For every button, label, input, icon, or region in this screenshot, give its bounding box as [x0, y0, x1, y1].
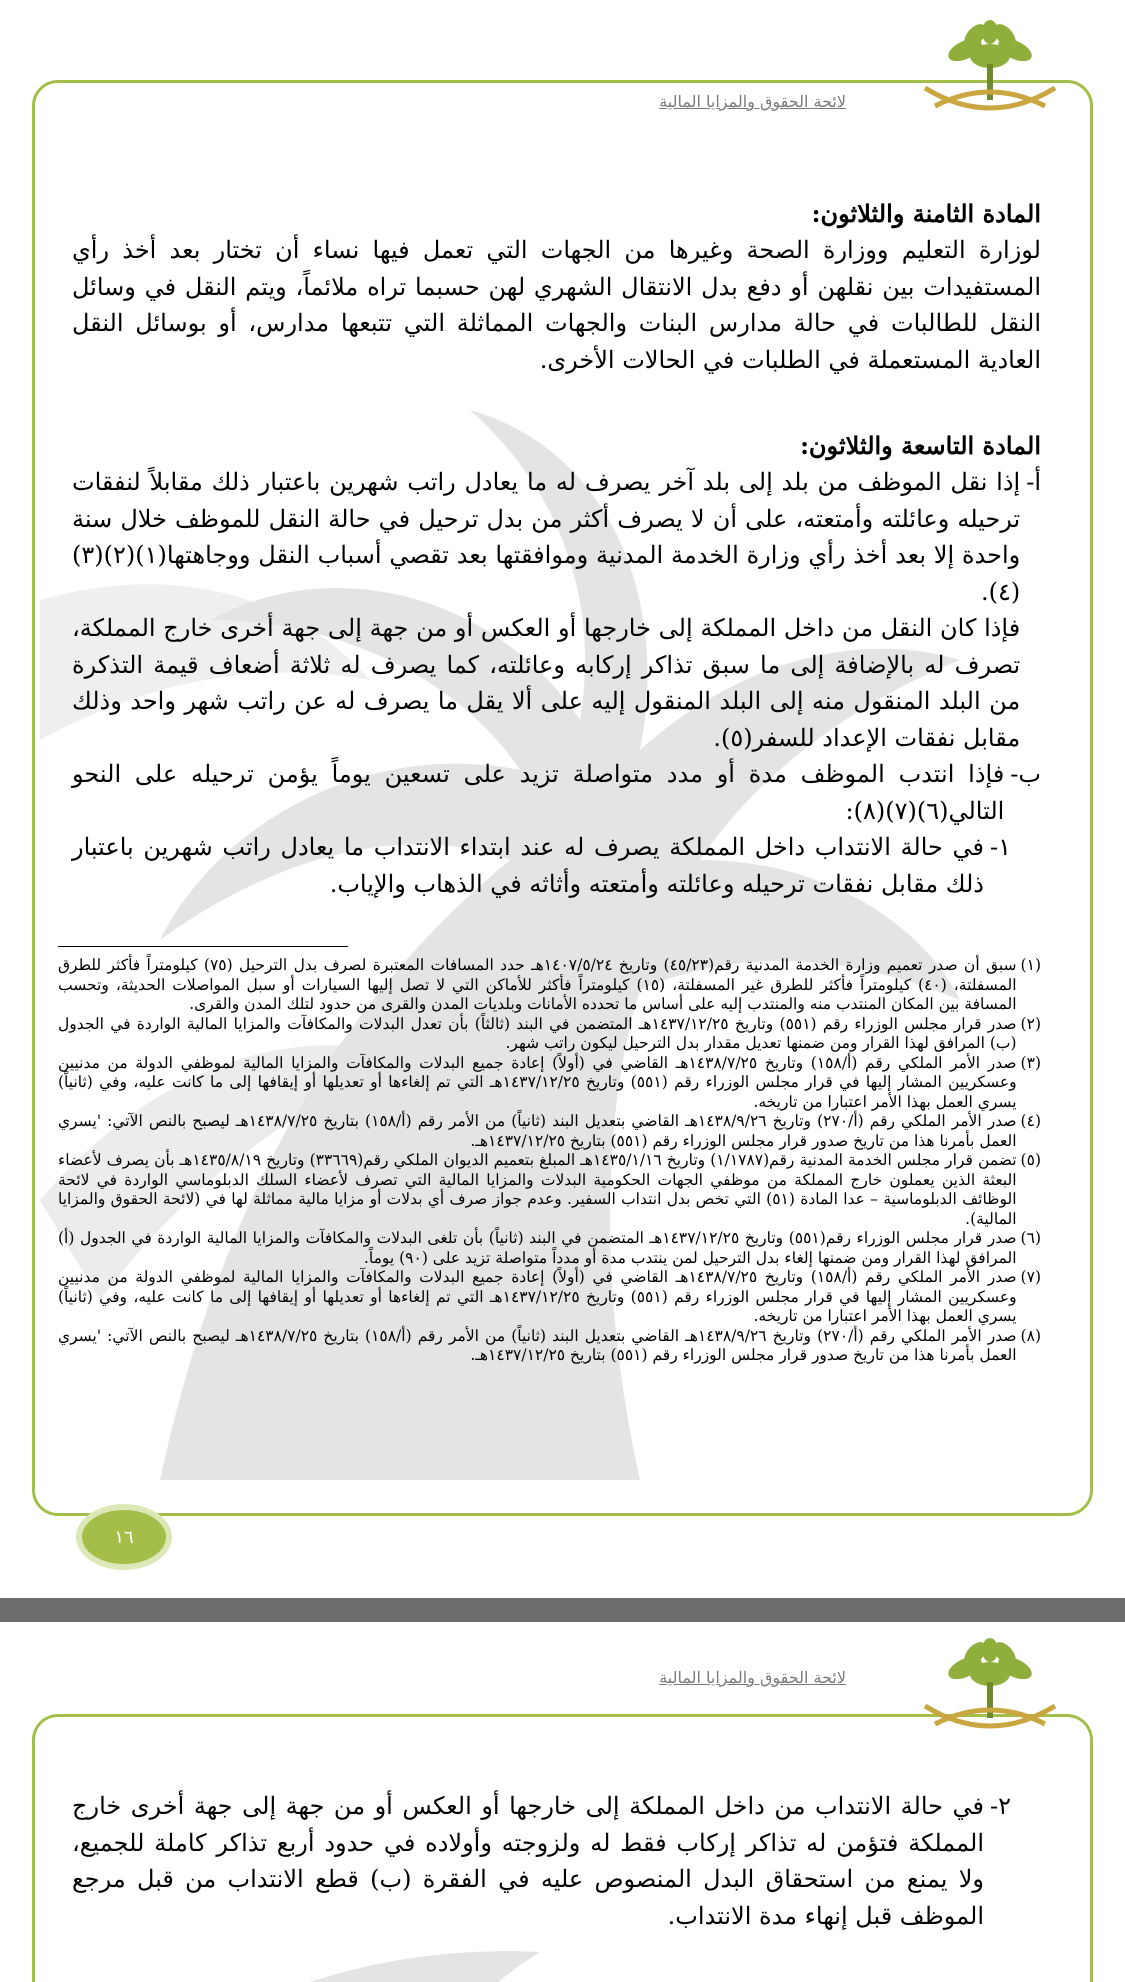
article-39-heading: المادة التاسعة والثلاثون:: [800, 431, 1041, 460]
footnote-separator: [58, 946, 348, 947]
footnote: (٤) صدر الأمر الملكي رقم (أ/٢٧٠) وتاريخ ١٤٣٨/٩/٢٦هـ القاضي بتعديل البند (ثانياً) من الأمر رقم (أ/١٥٨) بتاريخ ١٤٣٨/٧/٢٥هـ ليصبح بالنص الآتي: 'يسري العمل بأمرنا هذا من تاريخ صدور قرار مجلس الوزراء رقم (٥٥١) بتاريخ ١٤٣٧/١٢/٢٥هـ.: [58, 1112, 1041, 1150]
footnote: (٧) صدر الأمر الملكي رقم (أ/١٥٨) وتاريخ ١٤٣٨/٧/٢٥هـ القاضي في (أولاً) إعادة جميع البدلات والمكافآت والمزايا المالية لموظفي الدولة من مدنيين وعسكريين المشار إليها في قرار مجلس الوزراء رقم (٥٥١) وتاريخ ١٤٣٧/١٢/٢٥هـ التي تم إلغاءها أو تعديلها أو إيقافها إلى ما كانت عليه، وفي (ثانياً) يسري العمل بهذا الأمر اعتبارا من تاريخه.: [58, 1268, 1041, 1325]
item-a-marker: أ-: [1026, 468, 1041, 496]
footnote: (١) سبق أن صدر تعميم وزارة الخدمة المدنية رقم(٤٥/٢٣) وتاريخ ١٤٠٧/٥/٢٤هـ حدد المسافات المعتبرة لصرف بدل الترحيل (٧٥) كيلومتراً فأكثر للطرق المسفلتة، (٤٠) كيلومتراً فأكثر للطرق غير المسفلتة، (١٥) كيلومتراً فأكثر للأماكن التي لا تصل إليها السيارات أو سبل المواصلات الحديثة، وتحسب المسافة بين المكان المنتدب منه والمنتدب إليه على أساس ما تحدده الأمانات وبلديات المدن والقرى من حدود لتلك المدن والقرى.: [58, 956, 1041, 1013]
item-a-text: إذا نقل الموظف من بلد إلى بلد آخر يصرف له ما يعادل راتب شهرين باعتبار ذلك مقابلاً لنفقات ترحيله وعائلته وأمتعته، على أن لا يصرف أكثر من بدل ترحيل في حالة النقل للموظف خلال سنة واحدة إلا بعد أخذ رأي وزارة الخدمة المدنية وموافقتها بعد تقصي أسباب النقل ووجاهتها(١)(٢)(٣)(٤).: [72, 468, 1021, 606]
sub-item-2-marker: ٢-: [990, 1792, 1011, 1820]
article-39-sub-item-2: [72, 1788, 1011, 1934]
footnote: (٢) صدر قرار مجلس الوزراء رقم (٥٥١) وتاريخ ١٤٣٧/١٢/٢٥هـ المتضمن في البند (ثالثاً) بأن تعدل البدلات والمكافآت والمزايا المالية الواردة في الجدول (ب) المرافق لهذا القرار ومن ضمنها تعديل مقدار بدل الترحيل ليكون راتب شهر.: [58, 1014, 1041, 1052]
footnote: (٦) صدر قرار مجلس الوزراء رقم(٥٥١) وتاريخ ١٤٣٧/١٢/٢٥هـ المتضمن في البند (ثانياً) بأن تلغى البدلات والمكافآت والمزايا المالية الواردة في الجدول (أ) المرافق لهذا القرار ومن ضمنها إلغاء بدل الترحيل لمن ينتدب مدة أو مدداً متواصلة تزيد على (٩٠) يوماً.: [58, 1229, 1041, 1267]
footnote: (٥) تضمن قرار مجلس الخدمة المدنية رقم(١/١٧٨٧) وتاريخ ١٤٣٥/١/١٦هـ المبلغ بتعميم الديوان الملكي رقم(٣٣٦٦٩) وتاريخ ١٤٣٥/٨/١٩هـ بأن يصرف لأعضاء البعثة الذين يعملون خارج المملكة من موظفي الجهات الحكومية البدلات والمزايا المالية التي تصرف لأعضاء السلك الدبلوماسي الواردة في لائحة الوظائف الدبلوماسية – عدا المادة (٥١) التي تخص بدل انتداب السفير. وعدم جواز صرف أي بدلات أو مزايا مالية مماثلة لها في (لائحة الحقوق والمزايا المالية).: [58, 1151, 1041, 1228]
document-page-2: [0, 1622, 1125, 1982]
sub-item-1-text: في حالة الانتداب داخل المملكة يصرف له عند ابتداء الانتداب ما يعادل راتب شهرين باعتبار ذلك مقابل نفقات ترحيله وعائلته وأمتعته وأثاثه في الذهاب والإياب.: [72, 833, 984, 898]
running-header-title: لائحة الحقوق والمزايا المالية: [655, 1668, 850, 1687]
footnote: (٣) صدر الأمر الملكي رقم (أ/١٥٨) وتاريخ ١٤٣٨/٧/٢٥هـ القاضي في (أولاً) إعادة جميع البدلات والمكافآت والمزايا المالية لموظفي الدولة من مدنيين وعسكريين المشار إليها في قرار مجلس الوزراء رقم (٥٥١) وتاريخ ١٤٣٧/١٢/٢٥هـ التي تم إلغاءها أو تعديلها أو إيقافها إلى ما كانت عليه، وفي (ثانياً) يسري العمل بهذا الأمر اعتبارا من تاريخه.: [58, 1053, 1041, 1111]
sub-item-1-marker: ١-: [990, 833, 1011, 861]
palm-swords-emblem-icon: [915, 1636, 1065, 1751]
page-number-badge: ١٦: [82, 1510, 166, 1564]
article-38-heading: المادة الثامنة والثلاثون:: [811, 199, 1041, 228]
page-separator: [0, 1598, 1125, 1622]
main-text: [72, 1788, 1041, 1934]
item-b-marker: ب-: [1010, 760, 1041, 788]
item-b-text: فإذا انتدب الموظف مدة أو مدد متواصلة تزيد على تسعين يوماً يؤمن ترحيله على النحو التالي(٦)(٧)(٨):: [72, 760, 1005, 825]
article-39-sub-item-1: [72, 829, 1011, 902]
running-header-title: لائحة الحقوق والمزايا المالية: [655, 92, 850, 111]
item-a-continuation: فإذا كان النقل من داخل المملكة إلى خارجها أو العكس أو من جهة إلى جهة أخرى خارج المملكة، تصرف له بالإضافة إلى ما سبق تذاكر إركابه وعائلته، كما يصرف له ثلاثة أضعاف قيمة التذكرة من البلد المنقول منه إلى البلد المنقول إليه على ألا يقل ما يصرف له عن راتب شهر واحد وذلك مقابل نفقات الإعداد للسفر(٥).: [72, 614, 1021, 752]
footnotes: [58, 956, 1041, 1366]
palm-swords-emblem-icon: [915, 18, 1065, 133]
article-39-item-a: [72, 464, 1041, 756]
sub-item-2-text: في حالة الانتداب من داخل المملكة إلى خارجها أو العكس أو من جهة إلى جهة أخرى خارج المملكة فتؤمن له تذاكر إركاب فقط له ولزوجته وأولاده في حدود أربع تذاكر كاملة للجميع، ولا يمنع من استحقاق البدل المنصوص عليه في الفقرة (ب) قطع الانتداب من قبل مرجع الموظف قبل إنهاء مدة الانتداب.: [72, 1792, 984, 1930]
footnote: (٨) صدر الأمر الملكي رقم (أ/٢٧٠) وتاريخ ١٤٣٨/٩/٢٦هـ القاضي بتعديل البند (ثانياً) من الأمر رقم (أ/١٥٨) بتاريخ ١٤٣٨/٧/٢٥هـ ليصبح بالنص الآتي: 'يسري العمل بأمرنا هذا من تاريخ صدور قرار مجلس الوزراء رقم (٥٥١) بتاريخ ١٤٣٧/١٢/٢٥هـ.: [58, 1326, 1041, 1364]
article-38-text: لوزارة التعليم ووزارة الصحة وغيرها من الجهات التي تعمل فيها نساء أن تختار بعد أخذ رأي المستفيدات بين نقلهن أو دفع بدل الانتقال الشهري لهن حسبما تراه ملائماً، ويتم النقل في وسائل النقل للطالبات في حالة مدارس البنات والجهات المماثلة التي تتبعها مدارس، أو بوسائل النقل العادية المستعملة في الطلبات في الحالات الأخرى.: [72, 236, 1041, 374]
main-text: [72, 196, 1041, 902]
article-39-item-b: [72, 756, 1041, 829]
